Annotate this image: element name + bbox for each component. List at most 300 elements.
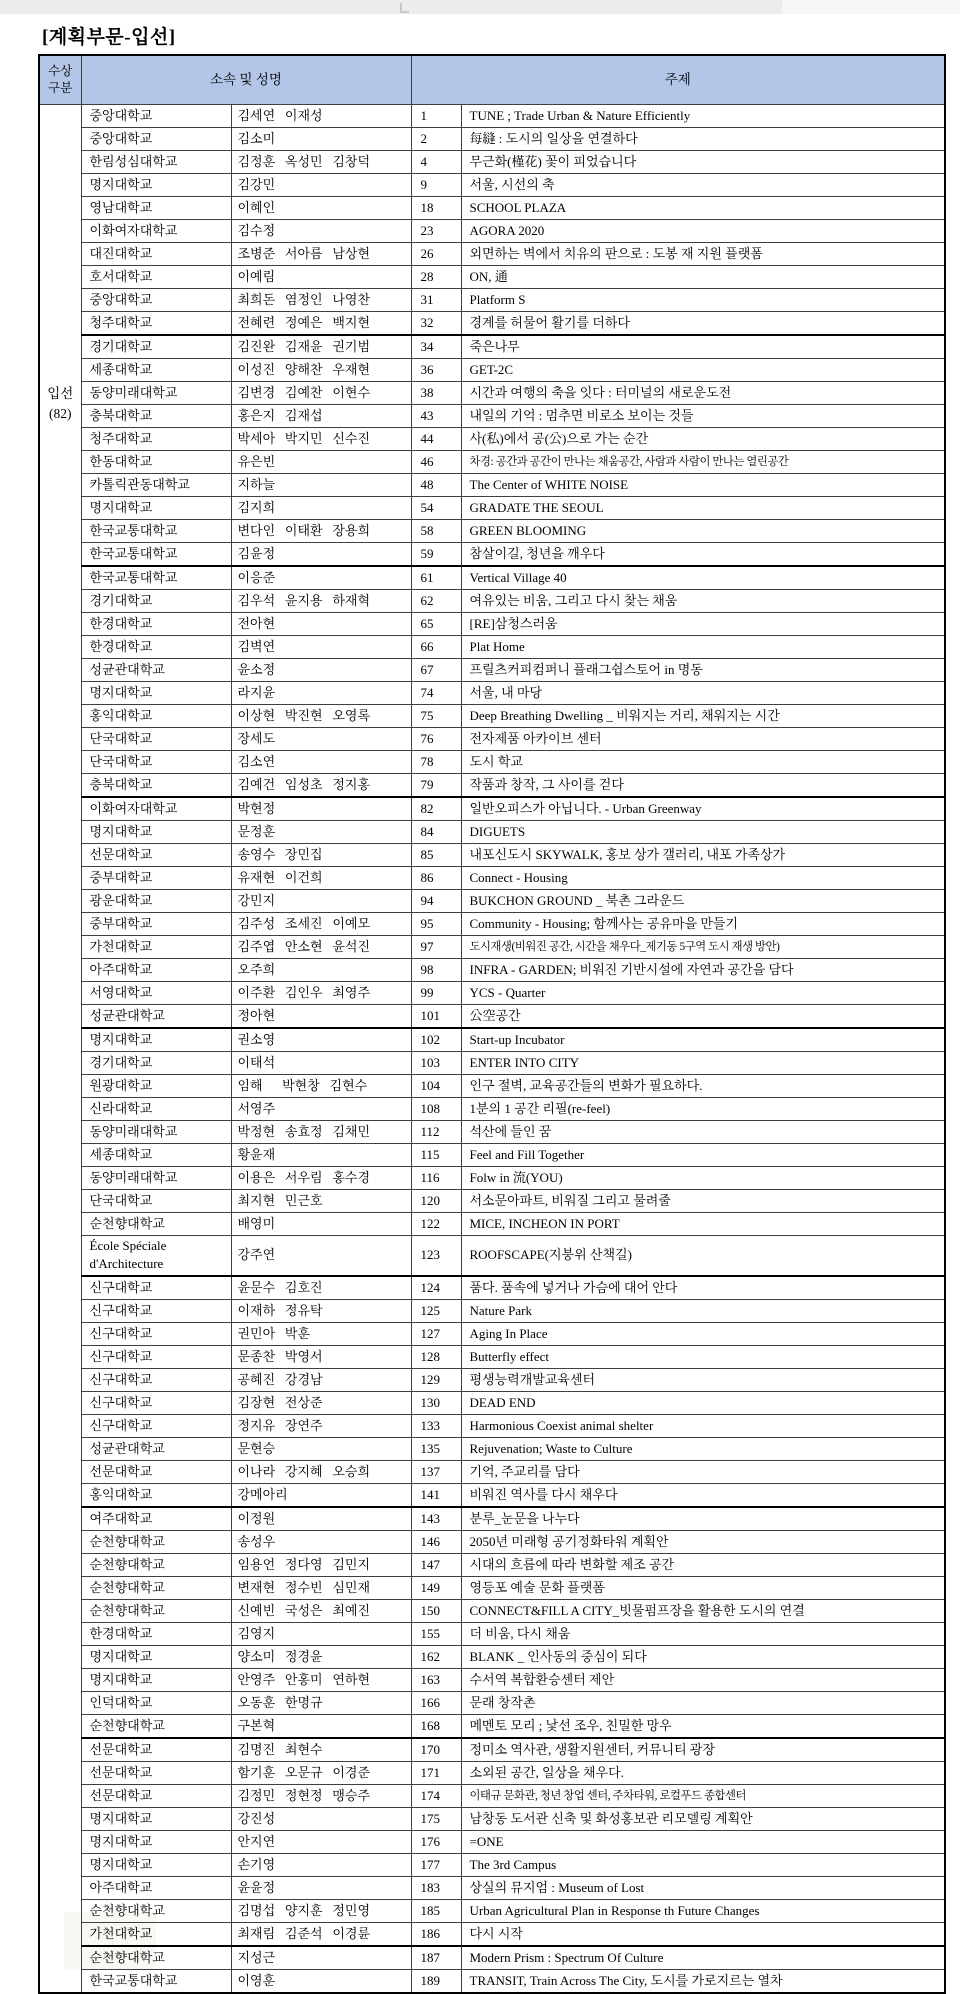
topic-cell: Nature Park [461, 1299, 945, 1322]
school-cell: 신구대학교 [81, 1414, 231, 1437]
names-cell: 손기영 [231, 1853, 411, 1876]
school-cell: 이화여자대학교 [81, 797, 231, 821]
table-row [39, 636, 945, 659]
topic-cell: 정미소 역사관, 생활지원센터, 커뮤니티 광장 [461, 1738, 945, 1762]
names-cell: 이용은 서우림 홍수경 [231, 1167, 411, 1190]
names-cell: 안지연 [231, 1830, 411, 1853]
names-cell: 문종찬 박영서 [231, 1345, 411, 1368]
names-cell: 윤윤정 [231, 1876, 411, 1899]
topic-cell: 프릴츠커피컴퍼니 플래그쉽스토어 in 명동 [461, 659, 945, 682]
topic-cell: TRANSIT, Train Across The City, 도시를 가로지르는 열차 [461, 1969, 945, 1993]
award-category-cell [39, 105, 81, 1993]
school-cell: 인덕대학교 [81, 1691, 231, 1714]
table-row [39, 1576, 945, 1599]
school-cell: 신구대학교 [81, 1276, 231, 1300]
entry-number-cell: 31 [411, 289, 461, 312]
table-row [39, 1714, 945, 1738]
table-row [39, 1121, 945, 1144]
entry-number-cell: 18 [411, 197, 461, 220]
names-cell: 권소영 [231, 1028, 411, 1052]
topic-cell: 도시재생(비워진 공간, 시간을 채우다_제기동 5구역 도시 재생 방안) [461, 936, 945, 959]
entry-number-cell: 48 [411, 474, 461, 497]
school-cell: 신구대학교 [81, 1322, 231, 1345]
school-cell: 홍익대학교 [81, 705, 231, 728]
entry-number-cell: 189 [411, 1969, 461, 1993]
school-cell: École Spéciale d'Architecture [81, 1236, 231, 1276]
names-cell: 라지윤 [231, 682, 411, 705]
table-row [39, 913, 945, 936]
school-cell: 신구대학교 [81, 1299, 231, 1322]
topic-cell: 내포신도시 SKYWALK, 홍보 상가 갤러리, 내포 가족상가 [461, 844, 945, 867]
entry-number-cell: 127 [411, 1322, 461, 1345]
topic-cell: GREEN BLOOMING [461, 520, 945, 543]
entry-number-cell: 85 [411, 844, 461, 867]
entry-number-cell: 94 [411, 890, 461, 913]
topic-cell: 상실의 뮤지엄 : Museum of Lost [461, 1876, 945, 1899]
table-row [39, 1190, 945, 1213]
names-cell: 박세아 박지민 신수진 [231, 428, 411, 451]
table-row [39, 890, 945, 913]
topic-cell: 품다. 품속에 넣거나 가슴에 대어 안다 [461, 1276, 945, 1300]
names-cell: 이성진 양해찬 우재현 [231, 359, 411, 382]
topic-cell: 1분의 1 공간 리필(re-feel) [461, 1098, 945, 1121]
entry-number-cell: 75 [411, 705, 461, 728]
names-cell: 이재하 정유탁 [231, 1299, 411, 1322]
school-cell: 경기대학교 [81, 335, 231, 359]
school-cell: 이화여자대학교 [81, 220, 231, 243]
topic-cell: ROOFSCAPE(지붕위 산책길) [461, 1236, 945, 1276]
names-cell: 최지현 민근호 [231, 1190, 411, 1213]
topic-cell: 이태규 문화관, 청년 창업 센터, 주차타워, 로컬푸드 종합센터 [461, 1784, 945, 1807]
topic-cell: 내일의 기억 : 멈추면 비로소 보이는 것들 [461, 405, 945, 428]
entry-number-cell: 28 [411, 266, 461, 289]
topic-cell: [RE]삼청스러움 [461, 613, 945, 636]
names-cell: 김진완 김재윤 권기범 [231, 335, 411, 359]
entry-number-cell: 170 [411, 1738, 461, 1762]
table-row [39, 1437, 945, 1460]
school-cell: 한국교통대학교 [81, 543, 231, 567]
names-cell: 이태석 [231, 1052, 411, 1075]
table-row [39, 1922, 945, 1946]
entry-number-cell: 1 [411, 105, 461, 128]
school-cell: 한국교통대학교 [81, 566, 231, 590]
names-cell: 송영수 장민집 [231, 844, 411, 867]
school-cell: 가천대학교 [81, 936, 231, 959]
entry-number-cell: 61 [411, 566, 461, 590]
table-row [39, 1483, 945, 1507]
names-cell: 김주엽 안소현 윤석진 [231, 936, 411, 959]
entry-number-cell: 147 [411, 1553, 461, 1576]
entry-number-cell: 65 [411, 613, 461, 636]
names-cell: 이주환 김인우 최영주 [231, 982, 411, 1005]
entry-number-cell: 177 [411, 1853, 461, 1876]
entry-number-cell: 174 [411, 1784, 461, 1807]
topic-cell: 남창동 도서관 신축 및 화성홍보관 리모델링 계획안 [461, 1807, 945, 1830]
topic-cell: GRADATE THE SEOUL [461, 497, 945, 520]
table-row [39, 151, 945, 174]
entry-number-cell: 86 [411, 867, 461, 890]
school-cell: 신구대학교 [81, 1345, 231, 1368]
table-row [39, 1098, 945, 1121]
entry-number-cell: 146 [411, 1530, 461, 1553]
topic-cell: Feel and Fill Together [461, 1144, 945, 1167]
names-cell: 조병준 서아름 남상현 [231, 243, 411, 266]
topic-cell: Connect - Housing [461, 867, 945, 890]
names-cell: 지하늘 [231, 474, 411, 497]
names-cell: 윤문수 김호진 [231, 1276, 411, 1300]
entry-number-cell: 155 [411, 1622, 461, 1645]
topic-cell: Harmonious Coexist animal shelter [461, 1414, 945, 1437]
topic-cell: 여유있는 비움, 그리고 다시 찾는 채움 [461, 590, 945, 613]
entry-number-cell: 99 [411, 982, 461, 1005]
entry-number-cell: 175 [411, 1807, 461, 1830]
school-cell: 선문대학교 [81, 1738, 231, 1762]
school-cell: 순천향대학교 [81, 1714, 231, 1738]
topic-cell: 기억, 주교리를 담다 [461, 1460, 945, 1483]
entry-number-cell: 130 [411, 1391, 461, 1414]
table-row [39, 797, 945, 821]
names-cell: 김소연 [231, 751, 411, 774]
names-cell: 이예림 [231, 266, 411, 289]
topic-cell: 경계를 허물어 활기를 더하다 [461, 312, 945, 336]
entry-number-cell: 115 [411, 1144, 461, 1167]
table-row [39, 1368, 945, 1391]
school-cell: 경기대학교 [81, 1052, 231, 1075]
school-cell: 한경대학교 [81, 636, 231, 659]
table-row [39, 566, 945, 590]
school-cell: 명지대학교 [81, 174, 231, 197]
table-row [39, 1005, 945, 1029]
topic-cell: 인구 절벽, 교육공간들의 변화가 필요하다. [461, 1075, 945, 1098]
names-cell: 김주성 조세진 이예모 [231, 913, 411, 936]
table-row [39, 128, 945, 151]
names-cell: 임용언 정다영 김민지 [231, 1553, 411, 1576]
entry-number-cell: 185 [411, 1899, 461, 1922]
table-row [39, 1391, 945, 1414]
school-cell: 충북대학교 [81, 774, 231, 798]
school-cell: 명지대학교 [81, 1830, 231, 1853]
topic-cell: Vertical Village 40 [461, 566, 945, 590]
topic-cell: DIGUETS [461, 821, 945, 844]
names-cell: 강민지 [231, 890, 411, 913]
names-cell: 임해 박현창 김현수 [231, 1075, 411, 1098]
school-cell: 한동대학교 [81, 451, 231, 474]
names-cell: 황윤재 [231, 1144, 411, 1167]
names-cell: 최재림 김준석 이경륜 [231, 1922, 411, 1946]
entry-number-cell: 137 [411, 1460, 461, 1483]
names-cell: 구본혁 [231, 1714, 411, 1738]
award-label: 입선 [47, 386, 74, 401]
table-row [39, 1761, 945, 1784]
entry-number-cell: 44 [411, 428, 461, 451]
school-cell: 명지대학교 [81, 497, 231, 520]
names-cell: 오동훈 한명규 [231, 1691, 411, 1714]
school-cell: 서영대학교 [81, 982, 231, 1005]
topic-cell: 무근화(槿花) 꽃이 피었습니다 [461, 151, 945, 174]
table-row [39, 312, 945, 336]
topic-cell: Folw in 流(YOU) [461, 1167, 945, 1190]
table-row [39, 1946, 945, 1970]
school-cell: 카톨릭관동대학교 [81, 474, 231, 497]
school-cell: 순천향대학교 [81, 1599, 231, 1622]
entry-number-cell: 79 [411, 774, 461, 798]
entry-number-cell: 104 [411, 1075, 461, 1098]
topic-cell: 전자제품 아카이브 센터 [461, 728, 945, 751]
names-cell: 문정훈 [231, 821, 411, 844]
school-cell: 아주대학교 [81, 959, 231, 982]
names-cell: 신예빈 국성은 최예진 [231, 1599, 411, 1622]
table-row [39, 1299, 945, 1322]
school-cell: 성균관대학교 [81, 659, 231, 682]
names-cell: 김명진 최현수 [231, 1738, 411, 1762]
entry-number-cell: 116 [411, 1167, 461, 1190]
topic-cell: Plat Home [461, 636, 945, 659]
names-cell: 윤소정 [231, 659, 411, 682]
entry-number-cell: 82 [411, 797, 461, 821]
table-row [39, 867, 945, 890]
names-cell: 전혜련 정예은 백지현 [231, 312, 411, 336]
school-cell: 성균관대학교 [81, 1437, 231, 1460]
table-row [39, 359, 945, 382]
awards-table [38, 54, 946, 1994]
topic-cell: 시대의 흐름에 따라 변화할 제조 공간 [461, 1553, 945, 1576]
names-cell: 문현승 [231, 1437, 411, 1460]
table-row [39, 1784, 945, 1807]
table-row [39, 405, 945, 428]
table-row [39, 1969, 945, 1993]
school-cell: 중부대학교 [81, 913, 231, 936]
school-cell: 신구대학교 [81, 1391, 231, 1414]
names-cell: 배영미 [231, 1213, 411, 1236]
school-cell: 단국대학교 [81, 751, 231, 774]
table-row [39, 243, 945, 266]
topic-cell: BUKCHON GROUND _ 북촌 그라운드 [461, 890, 945, 913]
names-cell: 지성근 [231, 1946, 411, 1970]
entry-number-cell: 143 [411, 1507, 461, 1531]
school-cell: 경기대학교 [81, 590, 231, 613]
table-row [39, 1144, 945, 1167]
entry-number-cell: 187 [411, 1946, 461, 1970]
topic-cell: =ONE [461, 1830, 945, 1853]
topic-cell: 도시 학교 [461, 751, 945, 774]
table-row [39, 520, 945, 543]
names-cell: 양소미 정경윤 [231, 1645, 411, 1668]
names-cell: 김명섭 양지훈 정민영 [231, 1899, 411, 1922]
school-cell: 청주대학교 [81, 428, 231, 451]
entry-number-cell: 78 [411, 751, 461, 774]
entry-number-cell: 168 [411, 1714, 461, 1738]
table-row [39, 774, 945, 798]
names-cell: 함기훈 오문규 이경준 [231, 1761, 411, 1784]
topic-cell: 더 비움, 다시 채움 [461, 1622, 945, 1645]
topic-cell: 서울, 시선의 축 [461, 174, 945, 197]
topic-cell: 公空공간 [461, 1005, 945, 1029]
school-cell: 명지대학교 [81, 1028, 231, 1052]
school-cell: 명지대학교 [81, 1807, 231, 1830]
topic-cell: 시간과 여행의 축을 잇다 : 터미널의 새로운도전 [461, 382, 945, 405]
topic-cell: Deep Breathing Dwelling _ 비워지는 거리, 채워지는 시간 [461, 705, 945, 728]
topic-cell: 영등포 예술 문화 플랫폼 [461, 1576, 945, 1599]
table-row [39, 451, 945, 474]
names-cell: 김우석 윤지용 하재혁 [231, 590, 411, 613]
topic-cell: YCS - Quarter [461, 982, 945, 1005]
table-row [39, 266, 945, 289]
table-row [39, 1028, 945, 1052]
names-cell: 홍은지 김재섭 [231, 405, 411, 428]
names-cell: 강메아리 [231, 1483, 411, 1507]
topic-cell: 서울, 내 마당 [461, 682, 945, 705]
names-cell: 오주희 [231, 959, 411, 982]
school-cell: 한국교통대학교 [81, 520, 231, 543]
names-cell: 이정원 [231, 1507, 411, 1531]
school-cell: 순천향대학교 [81, 1530, 231, 1553]
entry-number-cell: 163 [411, 1668, 461, 1691]
topic-cell: 사(私)에서 공(公)으로 가는 순간 [461, 428, 945, 451]
school-cell: 한경대학교 [81, 1622, 231, 1645]
names-cell: 김윤정 [231, 543, 411, 567]
entry-number-cell: 128 [411, 1345, 461, 1368]
names-cell: 강진성 [231, 1807, 411, 1830]
names-cell: 공혜진 강경남 [231, 1368, 411, 1391]
school-cell: 단국대학교 [81, 1190, 231, 1213]
entry-number-cell: 76 [411, 728, 461, 751]
names-cell: 김지희 [231, 497, 411, 520]
entry-number-cell: 43 [411, 405, 461, 428]
names-cell: 김소미 [231, 128, 411, 151]
school-cell: 명지대학교 [81, 1645, 231, 1668]
entry-number-cell: 58 [411, 520, 461, 543]
entry-number-cell: 66 [411, 636, 461, 659]
school-cell: 동양미래대학교 [81, 1167, 231, 1190]
entry-number-cell: 108 [411, 1098, 461, 1121]
names-cell: 김영지 [231, 1622, 411, 1645]
school-cell: 동양미래대학교 [81, 1121, 231, 1144]
names-cell: 김변경 김예찬 이현수 [231, 382, 411, 405]
entry-number-cell: 133 [411, 1414, 461, 1437]
school-cell: 중앙대학교 [81, 128, 231, 151]
table-row [39, 497, 945, 520]
entry-number-cell: 112 [411, 1121, 461, 1144]
table-row [39, 1899, 945, 1922]
table-row [39, 1530, 945, 1553]
school-cell: 선문대학교 [81, 1784, 231, 1807]
topic-cell: AGORA 2020 [461, 220, 945, 243]
table-row [39, 1052, 945, 1075]
table-row [39, 335, 945, 359]
table-row [39, 821, 945, 844]
school-cell: 순천향대학교 [81, 1553, 231, 1576]
entry-number-cell: 4 [411, 151, 461, 174]
school-cell: 순천향대학교 [81, 1899, 231, 1922]
names-cell: 유재현 이건희 [231, 867, 411, 890]
table-row [39, 728, 945, 751]
names-cell: 강주연 [231, 1236, 411, 1276]
topic-cell: Aging In Place [461, 1322, 945, 1345]
table-row [39, 751, 945, 774]
topic-cell: 수서역 복합환승센터 제안 [461, 1668, 945, 1691]
names-cell: 정지유 장연주 [231, 1414, 411, 1437]
table-row [39, 474, 945, 497]
table-row [39, 959, 945, 982]
names-cell: 김정민 정현정 맹승주 [231, 1784, 411, 1807]
school-cell: 호서대학교 [81, 266, 231, 289]
entry-number-cell: 62 [411, 590, 461, 613]
school-cell: 청주대학교 [81, 312, 231, 336]
topic-cell: 외면하는 벽에서 치유의 판으로 : 도봉 재 지원 플랫폼 [461, 243, 945, 266]
school-cell: 중부대학교 [81, 867, 231, 890]
school-cell: 한림성심대학교 [81, 151, 231, 174]
names-cell: 송성우 [231, 1530, 411, 1553]
entry-number-cell: 36 [411, 359, 461, 382]
school-cell: 명지대학교 [81, 821, 231, 844]
school-cell: 중앙대학교 [81, 289, 231, 312]
topic-cell: Urban Agricultural Plan in Response th Future Changes [461, 1899, 945, 1922]
school-cell: 신구대학교 [81, 1368, 231, 1391]
topic-cell: 2050년 미래형 공기정화타워 계획안 [461, 1530, 945, 1553]
table-row [39, 543, 945, 567]
entry-number-cell: 98 [411, 959, 461, 982]
entry-number-cell: 166 [411, 1691, 461, 1714]
school-cell: 선문대학교 [81, 1761, 231, 1784]
table-row [39, 1645, 945, 1668]
topic-cell: BLANK _ 인사동의 중심이 되다 [461, 1645, 945, 1668]
entry-number-cell: 97 [411, 936, 461, 959]
table-row [39, 590, 945, 613]
table-row [39, 1691, 945, 1714]
names-cell: 서영주 [231, 1098, 411, 1121]
entry-number-cell: 38 [411, 382, 461, 405]
names-cell: 최희돈 염정인 나영찬 [231, 289, 411, 312]
names-cell: 정아현 [231, 1005, 411, 1029]
header-award-category: 수상 구분 [39, 55, 81, 105]
topic-cell: Platform S [461, 289, 945, 312]
table-row [39, 1075, 945, 1098]
topic-cell: CONNECT&FILL A CITY_빗물펌프장을 활용한 도시의 연결 [461, 1599, 945, 1622]
table-row [39, 1738, 945, 1762]
school-cell: 명지대학교 [81, 682, 231, 705]
school-cell: 가천대학교 [81, 1922, 231, 1946]
entry-number-cell: 103 [411, 1052, 461, 1075]
entry-number-cell: 171 [411, 1761, 461, 1784]
entry-number-cell: 2 [411, 128, 461, 151]
topic-cell: ENTER INTO CITY [461, 1052, 945, 1075]
table-row [39, 982, 945, 1005]
entry-number-cell: 32 [411, 312, 461, 336]
topic-cell: Start-up Incubator [461, 1028, 945, 1052]
topic-cell: MICE, INCHEON IN PORT [461, 1213, 945, 1236]
school-cell: 성균관대학교 [81, 1005, 231, 1029]
entry-number-cell: 176 [411, 1830, 461, 1853]
table-row [39, 220, 945, 243]
school-cell: 원광대학교 [81, 1075, 231, 1098]
names-cell: 변다인 이태환 장용희 [231, 520, 411, 543]
topic-cell: Modern Prism : Spectrum Of Culture [461, 1946, 945, 1970]
header-topic: 주제 [411, 55, 945, 105]
entry-number-cell: 67 [411, 659, 461, 682]
names-cell: 이상현 박진현 오영록 [231, 705, 411, 728]
entry-number-cell: 183 [411, 1876, 461, 1899]
entry-number-cell: 74 [411, 682, 461, 705]
table-row [39, 613, 945, 636]
table-row [39, 1599, 945, 1622]
scan-artifact-strip-light [782, 0, 960, 14]
school-cell: 명지대학교 [81, 1668, 231, 1691]
entry-number-cell: 122 [411, 1213, 461, 1236]
school-cell: 대진대학교 [81, 243, 231, 266]
names-cell: 김장현 전상준 [231, 1391, 411, 1414]
topic-cell: ON, 通 [461, 266, 945, 289]
table-row [39, 428, 945, 451]
